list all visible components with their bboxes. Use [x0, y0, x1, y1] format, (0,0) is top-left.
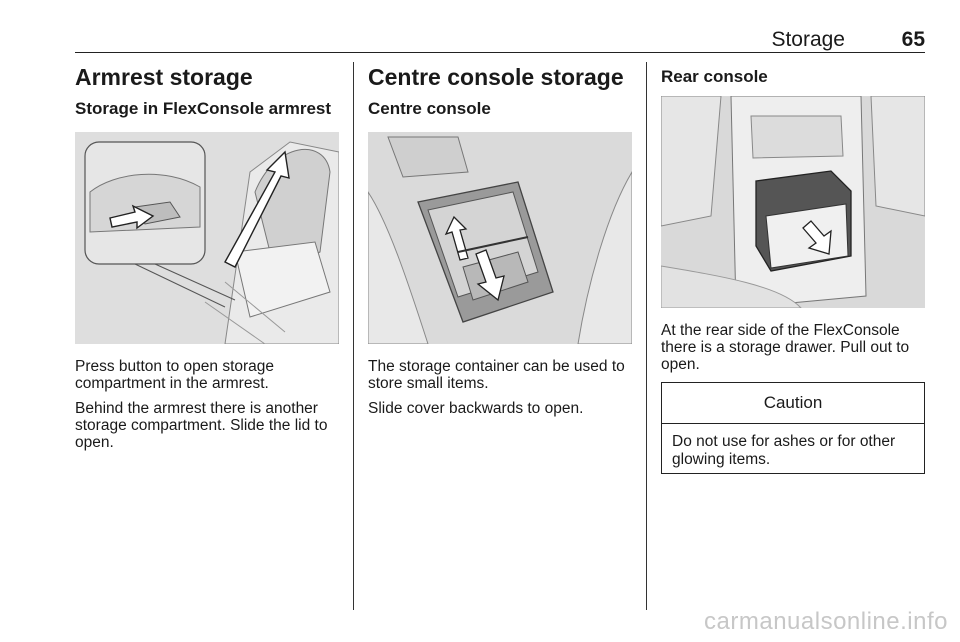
centre-console-illustration — [368, 132, 632, 344]
column-divider — [646, 62, 647, 610]
heading-centre-console-storage: Centre console storage — [368, 64, 624, 90]
rear-console-text — [661, 322, 926, 373]
page-number: 65 — [901, 28, 925, 51]
rear-console-para-1: At the rear side of the FlexConsole there is a storage drawer. Pull out to open. — [661, 322, 910, 373]
page-header — [75, 26, 925, 53]
armrest-illustration — [75, 132, 339, 344]
caution-text: Do not use for ashes or for other glowing items. — [672, 433, 896, 468]
watermark-text: carmanualsonline.info — [704, 608, 948, 635]
caution-box — [661, 382, 925, 474]
caution-title: Caution — [662, 383, 924, 424]
column-divider — [353, 62, 354, 610]
subheading-flexconsole-armrest: Storage in FlexConsole armrest — [75, 99, 332, 118]
subheading-rear-console: Rear console — [661, 67, 768, 86]
centre-console-para-1: The storage container can be used to store small items. — [368, 358, 625, 392]
column-centre-console — [368, 62, 633, 120]
heading-armrest-storage: Armrest storage — [75, 64, 253, 90]
centre-console-text — [368, 358, 633, 417]
centre-console-para-2: Slide cover backwards to open. — [368, 400, 584, 417]
armrest-para-2: Behind the armrest there is another storage compartment. Slide the lid to open. — [75, 400, 328, 451]
column-rear-console — [661, 62, 926, 88]
armrest-text — [75, 358, 340, 451]
column-armrest — [75, 62, 340, 120]
section-title: Storage — [771, 28, 845, 51]
rear-console-illustration — [661, 96, 925, 308]
armrest-para-1: Press button to open storage compartment in the armrest. — [75, 358, 275, 392]
subheading-centre-console: Centre console — [368, 99, 491, 118]
